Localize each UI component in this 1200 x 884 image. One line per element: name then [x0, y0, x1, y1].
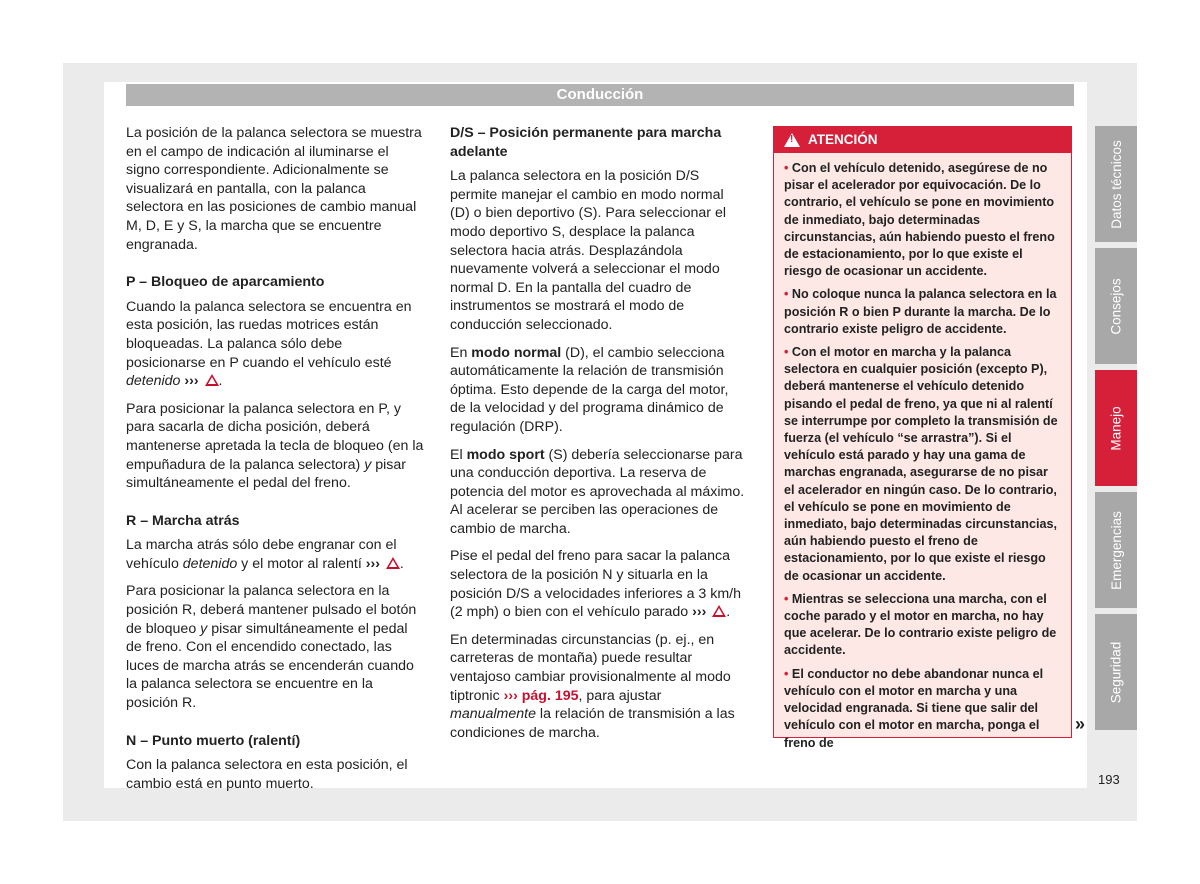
paragraph-p-2: Para posicionar la palanca selectora en P, y para sacarla de dicha posición, deberá mantenerse apretada la tecla de bloqueo (en la empuñadura de la palanca selectora) y pisar simultáneamente el pedal del freno.: [126, 400, 424, 492]
warning-item: • Con el vehículo detenido, asegúrese de no pisar el acelerador por equivocación. De lo contrario, el vehículo se pone en movimiento de inmediato, bajo determinadas circunstancias, aún habiendo puesto el freno de estacionamiento, por lo que existe el riesgo de ocasionar un accidente.: [784, 161, 1055, 279]
warning-icon: [712, 605, 726, 617]
paragraph-ds-4: Pise el pedal del freno para sacar la palanca selectora de la posición N y situarla en la posición D/S a velocidades inferiores a 3 km/h (2 mph) o bien con el vehículo parado ››› .: [450, 548, 741, 621]
paragraph-p-1: Cuando la palanca selectora se encuentra en esta posición, las ruedas motrices están bloqueadas. La palanca sólo debe posicionarse en P cuando el vehículo esté detenido ››› .: [126, 298, 412, 390]
warning-header: [774, 127, 1071, 153]
continue-marker-icon: »: [1075, 714, 1086, 734]
warning-triangle-icon: [784, 133, 800, 147]
warning-icon: [386, 557, 400, 569]
text-column-left: [126, 124, 424, 802]
tab-manejo[interactable]: Manejo: [1095, 370, 1137, 486]
paragraph-r-1: La marcha atrás sólo debe engranar con el vehículo detenido y el motor al ralentí ››› .: [126, 537, 404, 572]
text-column-middle: [450, 124, 747, 751]
cross-reference-link[interactable]: ›››: [365, 555, 380, 572]
warning-item: • Mientras se selecciona una marcha, con el coche parado y el motor en marcha, no hay que acelerar. De lo contrario existe peligro de accidente.: [784, 591, 1057, 658]
paragraph-r-2: Para posicionar la palanca selectora en la posición R, deberá mantener pulsado el botón de bloqueo y pisar simultáneamente el pedal de freno. Con el encendido conectado, las luces de marcha atrás se encenderán cuando la palanca selectora se encuentre en la posición R.: [126, 583, 417, 712]
paragraph-ds-1: La palanca selectora en la posición D/S permite manejar el cambio en modo normal (D) o bien deportivo (S). Para seleccionar el modo deportivo S, desplace la palanca selectora hacia atrás. Desplazándola nuevamente volverá a seleccionar el modo normal D. En la pantalla del cuadro de instrumentos se mostrará el modo de conducción seleccionado.: [450, 168, 726, 333]
page-reference-link[interactable]: ››› pág. 195: [503, 687, 579, 704]
tab-datos-tecnicos[interactable]: Datos técnicos: [1095, 126, 1137, 242]
paragraph-ds-2: En modo normal (D), el cambio selecciona automáticamente la relación de transmisión óptima. Esto depende de la carga del motor, de la velocidad y del programa dinámico de regulación (DRP).: [450, 344, 729, 435]
tab-emergencias[interactable]: Emergencias: [1095, 492, 1137, 608]
tab-seguridad[interactable]: Seguridad: [1095, 614, 1137, 730]
warning-body: [774, 153, 1071, 752]
warning-item: • El conductor no debe abandonar nunca el vehículo con el motor en marcha y una velocidad engranada. Si tiene que salir del vehículo con el motor en marcha, ponga el freno de: [784, 666, 1044, 750]
tab-consejos[interactable]: Consejos: [1095, 248, 1137, 364]
section-header: [126, 84, 1074, 106]
warning-item: • Con el motor en marcha y la palanca selectora en cualquier posición (excepto P), deberá mantenerse el vehículo detenido pisando el pedal de freno, ya que ni al ralentí se interrumpe por completo la transmisión de fuerza (el vehículo “se arrastra”). Si el vehículo está parado y hay una gama de marchas engranada, asegurarse de no pisar el acelerador en ningún caso. De lo contrario, el vehículo se pone en movimiento de inmediato, bajo determinadas circunstancias, aún habiendo puesto el freno de estacionamiento, por lo que existe el riesgo de ocasionar un accidente.: [784, 345, 1058, 583]
intro-paragraph: La posición de la palanca selectora se muestra en el campo de indicación al iluminarse el signo correspondiente. Adicionalmente se visualizará en pantalla, con la palanca selectora en las posiciones de cambio manual M, D, E y S, la marcha que se encuentre engranada.: [126, 125, 422, 253]
heading-n: N – Punto muerto (ralentí): [126, 732, 301, 749]
cross-reference-link[interactable]: ›››: [184, 373, 199, 390]
warning-title: ATENCIÓN: [808, 132, 878, 147]
cross-reference-link[interactable]: ›››: [692, 604, 707, 621]
paragraph-n: Con la palanca selectora en esta posición, el cambio está en punto muerto.: [126, 757, 408, 792]
warning-box: [773, 126, 1072, 750]
warning-icon: [205, 374, 219, 386]
section-title: Conducción: [556, 86, 644, 103]
page-number: 193: [1098, 772, 1120, 787]
heading-p: P – Bloqueo de aparcamiento: [126, 274, 325, 291]
heading-ds: D/S – Posición permanente para marcha adelante: [450, 125, 722, 160]
heading-r: R – Marcha atrás: [126, 512, 240, 529]
warning-item: • No coloque nunca la palanca selectora en la posición R o bien P durante la marcha. De lo contrario existe peligro de accidente.: [784, 287, 1057, 336]
paragraph-ds-5: En determinadas circunstancias (p. ej., en carreteras de montaña) puede resultar ventajoso cambiar provisionalmente al modo tiptronic ››› pág. 195, para ajustar manualmente la relación de transmisión a las condiciones de marcha.: [450, 631, 735, 741]
paragraph-ds-3: El modo sport (S) debería seleccionarse para una conducción deportiva. La reserva de potencia del motor es aprovechada al máximo. Al acelerar se perciben las operaciones de cambio de marcha.: [450, 446, 745, 537]
